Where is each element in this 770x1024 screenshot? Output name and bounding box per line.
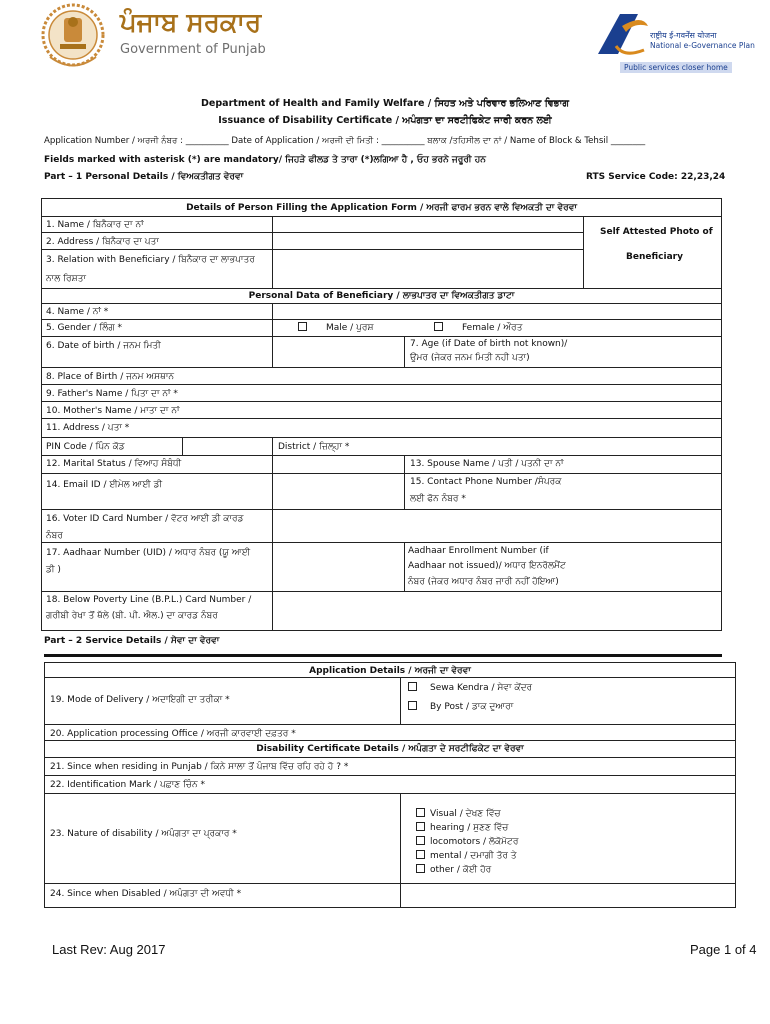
other-checkbox[interactable] bbox=[416, 864, 425, 873]
hearing-checkbox[interactable] bbox=[416, 822, 425, 831]
part1-heading: Part – 1 Personal Details / ਵਿਅਕਤੀਗਤ ਵੇਰਵਾ bbox=[44, 172, 244, 182]
nature-of-disability-label: 23. Nature of disability / ਅਪੰਗਤਾ ਦਾ ਪ੍ਰਕਾਰ * bbox=[50, 829, 237, 839]
sewa-kendra-option[interactable] bbox=[408, 682, 532, 694]
state-emblem-icon bbox=[40, 2, 106, 74]
part2-heading: Part – 2 Service Details / ਸੇਵਾ ਦਾ ਵੇਰਵਾ bbox=[44, 636, 220, 646]
age-label-cont: ਉਮਰ (ਜੇਕਰ ਜਨਮ ਮਿਤੀ ਨਹੀ ਪਤਾ) bbox=[410, 353, 530, 363]
relation-label: 3. Relation with Beneficiary / ਬਿਨੈਕਾਰ ਦਾ ਲਾਭਪਾਤਰ bbox=[46, 255, 255, 265]
identification-mark-label: 22. Identification Mark / ਪਛਾਣ ਚਿੰਨ * bbox=[50, 780, 205, 790]
email-label: 14. Email ID / ਈਮੇਲ ਆਈ ਡੀ bbox=[46, 480, 163, 490]
application-number-line: Application Number / ਅਰਜੀ ਨੰਬਰ : __________ Date of Application / ਅਰਜੀ ਦੀ ਮਿਤੀ : __________ ਬਲਾਕ /ਤਹਿਸੀਲ ਦਾ ਨਾਂ / Name of Block & Tehsil ________ bbox=[44, 136, 646, 146]
disabled-since-label: 24. Since when Disabled / ਅਪੰਗਤਾ ਦੀ ਅਵਧੀ * bbox=[50, 889, 242, 899]
photo-box-label-cont: Beneficiary bbox=[626, 252, 683, 262]
father-name-label: 9. Father's Name / ਪਿਤਾ ਦਾ ਨਾਂ * bbox=[46, 389, 178, 399]
state-subtitle: Government of Punjab bbox=[120, 42, 266, 57]
applicant-address-label: 2. Address / ਬਿਨੈਕਾਰ ਦਾ ਪਤਾ bbox=[46, 237, 159, 247]
gender-male-option[interactable] bbox=[298, 322, 373, 334]
bpl-card-label: 18. Below Poverty Line (B.P.L.) Card Number / bbox=[46, 595, 252, 605]
egov-tagline: Public services closer home bbox=[620, 62, 732, 73]
mental-checkbox[interactable] bbox=[416, 850, 425, 859]
photo-box-label: Self Attested Photo of bbox=[600, 227, 713, 237]
sewa-kendra-checkbox[interactable] bbox=[408, 682, 417, 691]
form-title: Issuance of Disability Certificate / ਅਪੰਗਤਾ ਦਾ ਸਰਟੀਫਿਕੇਟ ਜਾਰੀ ਕਰਨ ਲਈ bbox=[218, 115, 552, 126]
page-header bbox=[0, 0, 770, 90]
disability-option-mental[interactable] bbox=[416, 850, 517, 862]
application-details-heading: Application Details / ਅਰਜੀ ਦਾ ਵੇਰਵਾ bbox=[309, 666, 471, 676]
mother-name-label: 10. Mother's Name / ਮਾਤਾ ਦਾ ਨਾਂ bbox=[46, 406, 180, 416]
aadhaar-enrollment-label: Aadhaar Enrollment Number (if bbox=[408, 546, 549, 556]
locomotors-checkbox[interactable] bbox=[416, 836, 425, 845]
dob-label: 6. Date of birth / ਜਨਮ ਮਿਤੀ bbox=[46, 341, 161, 351]
state-title: ਪੰਜਾਬ ਸਰਕਾਰ bbox=[120, 8, 262, 38]
mental-label: mental / ਦਮਾਗੀ ਤੋਰ ਤੇ bbox=[430, 851, 517, 861]
last-revision: Last Rev: Aug 2017 bbox=[52, 942, 166, 957]
filler-details-heading: Details of Person Filling the Application Form / ਅਰਜੀ ਫਾਰਮ ਭਰਨ ਵਾਲੇ ਵਿਅਕਤੀ ਦਾ ਵੇਰਵਾ bbox=[186, 203, 577, 213]
hearing-label: hearing / ਸੁਣਣ ਵਿੱਚ bbox=[430, 823, 509, 833]
contact-phone-label-cont: ਲਈ ਫੋਨ ਨੰਬਰ * bbox=[410, 494, 466, 504]
processing-office-label: 20. Application processing Office / ਅਰਜੀ ਕਾਰਵਾਈ ਦਫ਼ਤਰ * bbox=[50, 729, 296, 739]
disability-option-other[interactable] bbox=[416, 864, 491, 876]
part2-rule bbox=[44, 654, 722, 657]
disability-option-hearing[interactable] bbox=[416, 822, 508, 834]
by-post-checkbox[interactable] bbox=[408, 701, 417, 710]
address-label: 11. Address / ਪਤਾ * bbox=[46, 423, 130, 433]
personal-data-heading: Personal Data of Beneficiary / ਲਾਭਪਾਤਰ ਦਾ ਵਿਅਕਤੀਗਤ ਡਾਟਾ bbox=[248, 291, 515, 301]
aadhaar-number-label: 17. Aadhaar Number (UID) / ਅਧਾਰ ਨੰਬਰ (ਯੂ ਆਈ bbox=[46, 548, 251, 558]
marital-status-label: 12. Marital Status / ਵਿਆਹ ਸੰਬੰਧੀ bbox=[46, 459, 182, 469]
applicant-name-label: 1. Name / ਬਿਨੈਕਾਰ ਦਾ ਨਾਂ bbox=[46, 220, 144, 230]
district-label: District / ਜ਼ਿਲ੍ਹਾ * bbox=[278, 442, 350, 452]
visual-label: Visual / ਦੇਖਣ ਵਿੱਚ bbox=[430, 809, 501, 819]
mode-of-delivery-label: 19. Mode of Delivery / ਅਦਾਇਗੀ ਦਾ ਤਰੀਕਾ * bbox=[50, 695, 230, 705]
contact-phone-label: 15. Contact Phone Number /ਸੰਪਰਕ bbox=[410, 477, 562, 487]
pin-code-label: PIN Code / ਪਿੰਨ ਕੋਡ bbox=[46, 442, 125, 452]
by-post-option[interactable] bbox=[408, 701, 513, 713]
disability-details-heading: Disability Certificate Details / ਅਪੰਗਤਾ ਦੇ ਸਰਟੀਫਿਕੇਟ ਦਾ ਵੇਰਵਾ bbox=[256, 744, 524, 754]
voter-id-label: 16. Voter ID Card Number / ਵੋਟਰ ਆਈ ਡੀ ਕਾਰਡ bbox=[46, 514, 244, 524]
bpl-card-label-cont: ਗਰੀਬੀ ਰੇਖਾ ਤੋਂ ਥੱਲੇ (ਬੀ. ਪੀ. ਐਲ.) ਦਾ ਕਾਰਡ ਨੰਬਰ bbox=[46, 611, 218, 621]
rts-service-code: RTS Service Code: 22,23,24 bbox=[586, 172, 726, 182]
disability-option-locomotors[interactable] bbox=[416, 836, 518, 848]
aadhaar-enrollment-label-3: ਨੰਬਰ (ਜੇਕਰ ਅਧਾਰ ਨੰਬਰ ਜਾਰੀ ਨਹੀਂ ਹੋਇਆ) bbox=[408, 577, 559, 587]
mandatory-note: Fields marked with asterisk (*) are mandatory/ ਜਿਹੜੇ ਫੀਲਡ ਤੇ ਤਾਰਾ (*)ਲਗਿਆ ਹੈ , ਓਹ ਭਰਨੇ ਜਰੂਰੀ ਹਨ bbox=[44, 155, 486, 165]
egov-english-name: National e-Governance Plan bbox=[650, 41, 755, 50]
visual-checkbox[interactable] bbox=[416, 808, 425, 817]
male-label: Male / ਪੁਰਸ਼ bbox=[326, 323, 374, 333]
relation-label-cont: ਨਾਲ ਰਿਸ਼ਤਾ bbox=[46, 274, 86, 284]
other-label: other / ਕੋਈ ਹੋਰ bbox=[430, 865, 492, 875]
disability-option-visual[interactable] bbox=[416, 808, 501, 820]
egov-hindi-name: राष्ट्रीय ई-गवर्नेंस योजना bbox=[650, 31, 717, 40]
gender-female-option[interactable] bbox=[434, 322, 522, 334]
sewa-kendra-label: Sewa Kendra / ਸੇਵਾ ਕੇਂਦਰ bbox=[430, 683, 533, 693]
department-title: Department of Health and Family Welfare / ਸਿਹਤ ਅਤੇ ਪਰਿਵਾਰ ਭਲਿਆਣ ਵਿਭਾਗ bbox=[201, 98, 569, 109]
gender-label: 5. Gender / ਲਿੰਗ * bbox=[46, 323, 122, 333]
locomotors-label: locomotors / ਲੋਕੋਮੋਟਰ bbox=[430, 837, 519, 847]
beneficiary-name-label: 4. Name / ਨਾਂ * bbox=[46, 307, 109, 317]
by-post-label: By Post / ਡਾਕ ਦੁਆਰਾ bbox=[430, 702, 514, 712]
voter-id-label-cont: ਨੰਬਰ bbox=[46, 531, 63, 541]
page-number: Page 1 of 4 bbox=[690, 942, 757, 957]
aadhaar-enrollment-label-2: Aadhaar not issued)/ ਅਧਾਰ ਇਨਰੋਲਮੈਂਟ bbox=[408, 561, 566, 571]
place-of-birth-label: 8. Place of Birth / ਜਨਮ ਅਸਥਾਨ bbox=[46, 372, 175, 382]
aadhaar-number-label-cont: ਡੀ ) bbox=[46, 565, 61, 575]
spouse-name-label: 13. Spouse Name / ਪਤੀ / ਪਤਨੀ ਦਾ ਨਾਂ bbox=[410, 459, 564, 469]
female-checkbox[interactable] bbox=[434, 322, 443, 331]
female-label: Female / ਔਰਤ bbox=[462, 323, 523, 333]
age-label: 7. Age (if Date of birth not known)/ bbox=[410, 339, 568, 349]
residing-since-label: 21. Since when residing in Punjab / ਕਿਨੇ ਸਾਲਾ ਤੋਂ ਪੰਜਾਬ ਵਿੱਚ ਰਹਿ ਰਹੇ ਹੋ ? * bbox=[50, 762, 349, 772]
male-checkbox[interactable] bbox=[298, 322, 307, 331]
